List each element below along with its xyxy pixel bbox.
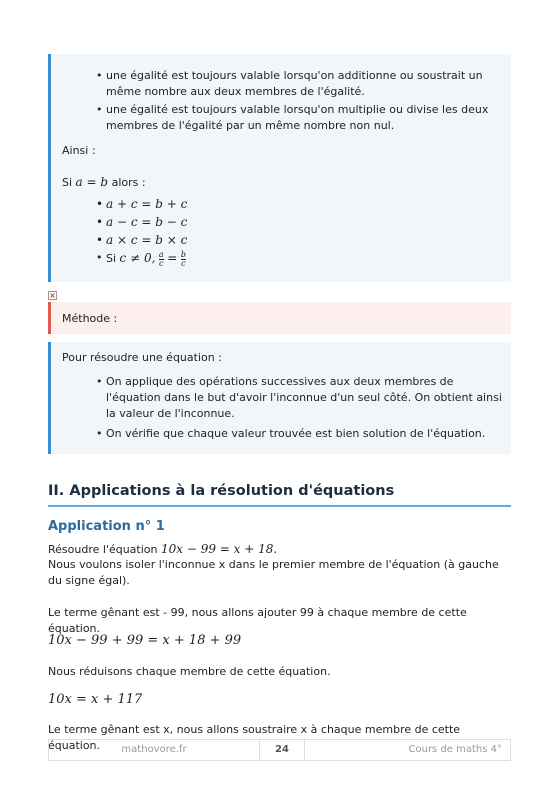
rule-bullet-add: • une égalité est toujours valable lorsqu'on additionne ou soustrait un même nombre aux deux membres de l'égalité. [106,68,506,100]
reduce-paragraph: Nous réduisons chaque membre de cette équation. [48,665,331,678]
fraction-b-over-c [181,251,186,268]
division-condition: c ≠ 0, [119,251,156,265]
method-intro: Pour résoudre une équation : [62,351,222,364]
division-prefix: Si [106,252,120,265]
property-multiplication: • a × c = b × c [106,232,486,250]
method-title-box [48,302,511,334]
broken-image-icon: × [49,291,56,300]
si-prefix: Si [62,176,76,189]
fraction-numerator-b: b [180,249,186,259]
rules-box [48,54,511,282]
page-footer [48,739,511,761]
statement-equation: 10x − 99 = x + 18. [161,542,278,556]
footer-page-number: 24 [260,740,305,760]
step-subtract-paragraph: Le terme gênant est x, nous allons soustraire x à chaque membre de cette équation. [48,723,461,752]
method-title: Méthode : [62,312,118,325]
equation-step-2: 10x = x + 117 [48,692,143,707]
property-subtraction: • a − c = b − c [106,214,486,232]
fraction-a-over-c [159,251,164,268]
method-bullet-operations: • On applique des opérations successives aux deux membres de l'équation dans le but d'avoir l'inconnue d'un seul côté. On obtient ainsi la valeur de l'inconnue. [106,374,506,422]
method-box [48,342,511,454]
footer-site: mathovore.fr [49,740,260,760]
isolate-paragraph: Nous voulons isoler l'inconnue x dans le premier membre de l'équation (à gauche du signe égal). [48,558,499,587]
property-addition: • a + c = b + c [106,196,486,214]
method-bullet-verify: • On vérifie que chaque valeur trouvée est bien solution de l'équation. [106,426,506,442]
fraction-equals: = [167,251,178,265]
si-line [62,174,146,191]
ainsi-label: Ainsi : [62,144,96,157]
si-condition: a = b [75,175,109,189]
fraction-numerator-a: a [158,249,164,259]
application-title: Application n° 1 [48,519,165,534]
fraction-denominator-c2: c [181,258,186,268]
step-add-paragraph: Le terme gênant est - 99, nous allons ajouter 99 à chaque membre de cette équation. [48,606,467,635]
footer-course: Cours de maths 4° [408,744,502,755]
fraction-denominator-c: c [159,258,164,268]
equation-step-1: 10x − 99 + 99 = x + 18 + 99 [48,633,242,648]
statement-prefix: Résoudre l'équation [48,543,161,556]
rule-bullet-multiply: • une égalité est toujours valable lorsqu'on multiplie ou divise les deux membres de l'égalité par un même nombre non nul. [106,102,506,134]
si-suffix: alors : [108,176,146,189]
application-statement [48,541,511,558]
section-title: II. Applications à la résolution d'équations [48,481,511,507]
property-division [106,250,486,272]
